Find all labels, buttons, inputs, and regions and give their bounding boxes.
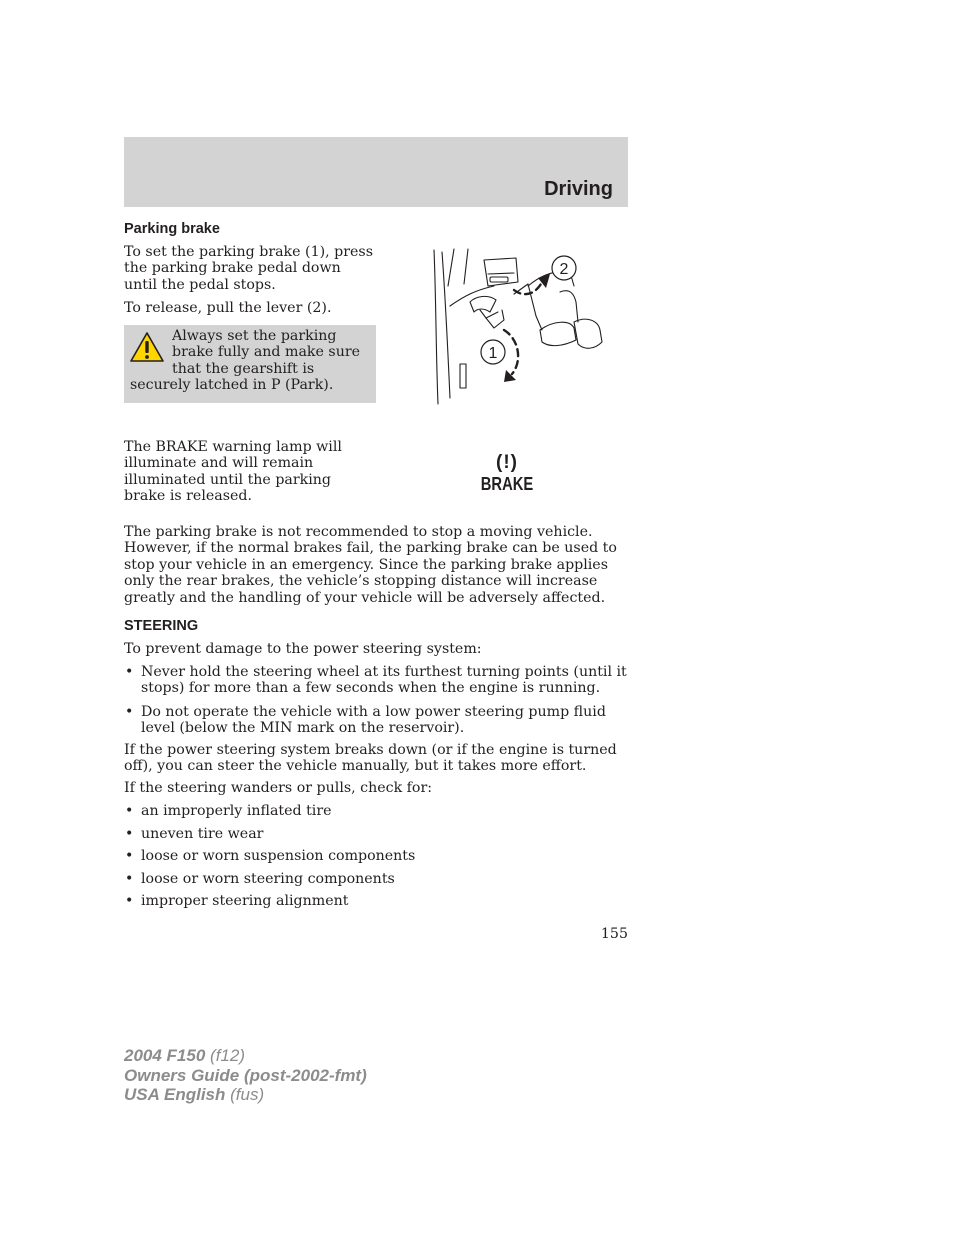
warning-box <box>124 325 376 403</box>
footer-language: USA English <box>124 1085 226 1104</box>
parking-brake-release-text: To release, pull the lever (2). <box>124 300 332 316</box>
list-item: • improper steering alignment <box>124 893 628 909</box>
document-footer <box>124 1046 367 1105</box>
warning-text: Always set the parking brake fully and make sure that the gearshift is securely latched in P (Park). <box>130 328 361 394</box>
list-item: • Do not operate the vehicle with a low power steering pump fluid level (below the MIN mark on the reservoir). <box>124 704 628 737</box>
parking-brake-heading: Parking brake <box>124 221 220 237</box>
steering-heading: STEERING <box>124 618 199 634</box>
footer-language-code: (fus) <box>230 1085 265 1104</box>
list-item: • loose or worn steering components <box>124 871 628 887</box>
brake-warning-lamp-icon <box>472 452 542 494</box>
steering-breakdown-text: If the power steering system breaks down (or if the engine is turned off), you can steer the vehicle manually, but it takes more effort. <box>124 742 617 775</box>
parking-brake-emergency-text: The parking brake is not recommended to stop a moving vehicle. However, if the normal brakes fail, the parking brake can be used to stop your vehicle in an emergency. Since the parking brake applies only the rear brakes, the vehicle’s stopping distance will increase greatly and the handling of your vehicle will be adversely affected. <box>124 524 617 606</box>
svg-text:2: 2 <box>559 261 569 278</box>
footer-model-code: (f12) <box>210 1046 245 1065</box>
list-item: • loose or worn suspension components <box>124 848 628 864</box>
steering-check-intro: If the steering wanders or pulls, check for: <box>124 780 433 796</box>
list-item: • uneven tire wear <box>124 826 628 842</box>
footer-guide-type: Owners Guide (post-2002-fmt) <box>124 1065 367 1085</box>
parking-brake-set-text: To set the parking brake (1), press the parking brake pedal down until the pedal stops. <box>124 244 373 293</box>
svg-text:1: 1 <box>488 345 498 362</box>
steering-warnings-list <box>124 664 628 737</box>
steering-intro: To prevent damage to the power steering system: <box>124 641 482 657</box>
list-item: • an improperly inflated tire <box>124 803 628 819</box>
warning-triangle-icon <box>129 331 165 363</box>
brake-lamp-symbol: (!) <box>496 452 518 473</box>
list-item: • Never hold the steering wheel at its furthest turning points (until it stops) for more than a few seconds when the engine is running. <box>124 664 628 697</box>
section-title: Driving <box>544 178 613 200</box>
brake-lamp-text: The BRAKE warning lamp will illuminate and will remain illuminated until the parking brake is released. <box>124 439 342 505</box>
steering-check-list <box>124 803 628 909</box>
callout-2 <box>552 256 576 280</box>
brake-lamp-label: BRAKE <box>480 474 534 494</box>
footer-model: 2004 F150 <box>124 1046 206 1065</box>
page-number: 155 <box>600 926 628 942</box>
section-header-band <box>124 137 628 207</box>
parking-brake-illustration <box>424 246 606 406</box>
callout-1 <box>481 340 505 364</box>
